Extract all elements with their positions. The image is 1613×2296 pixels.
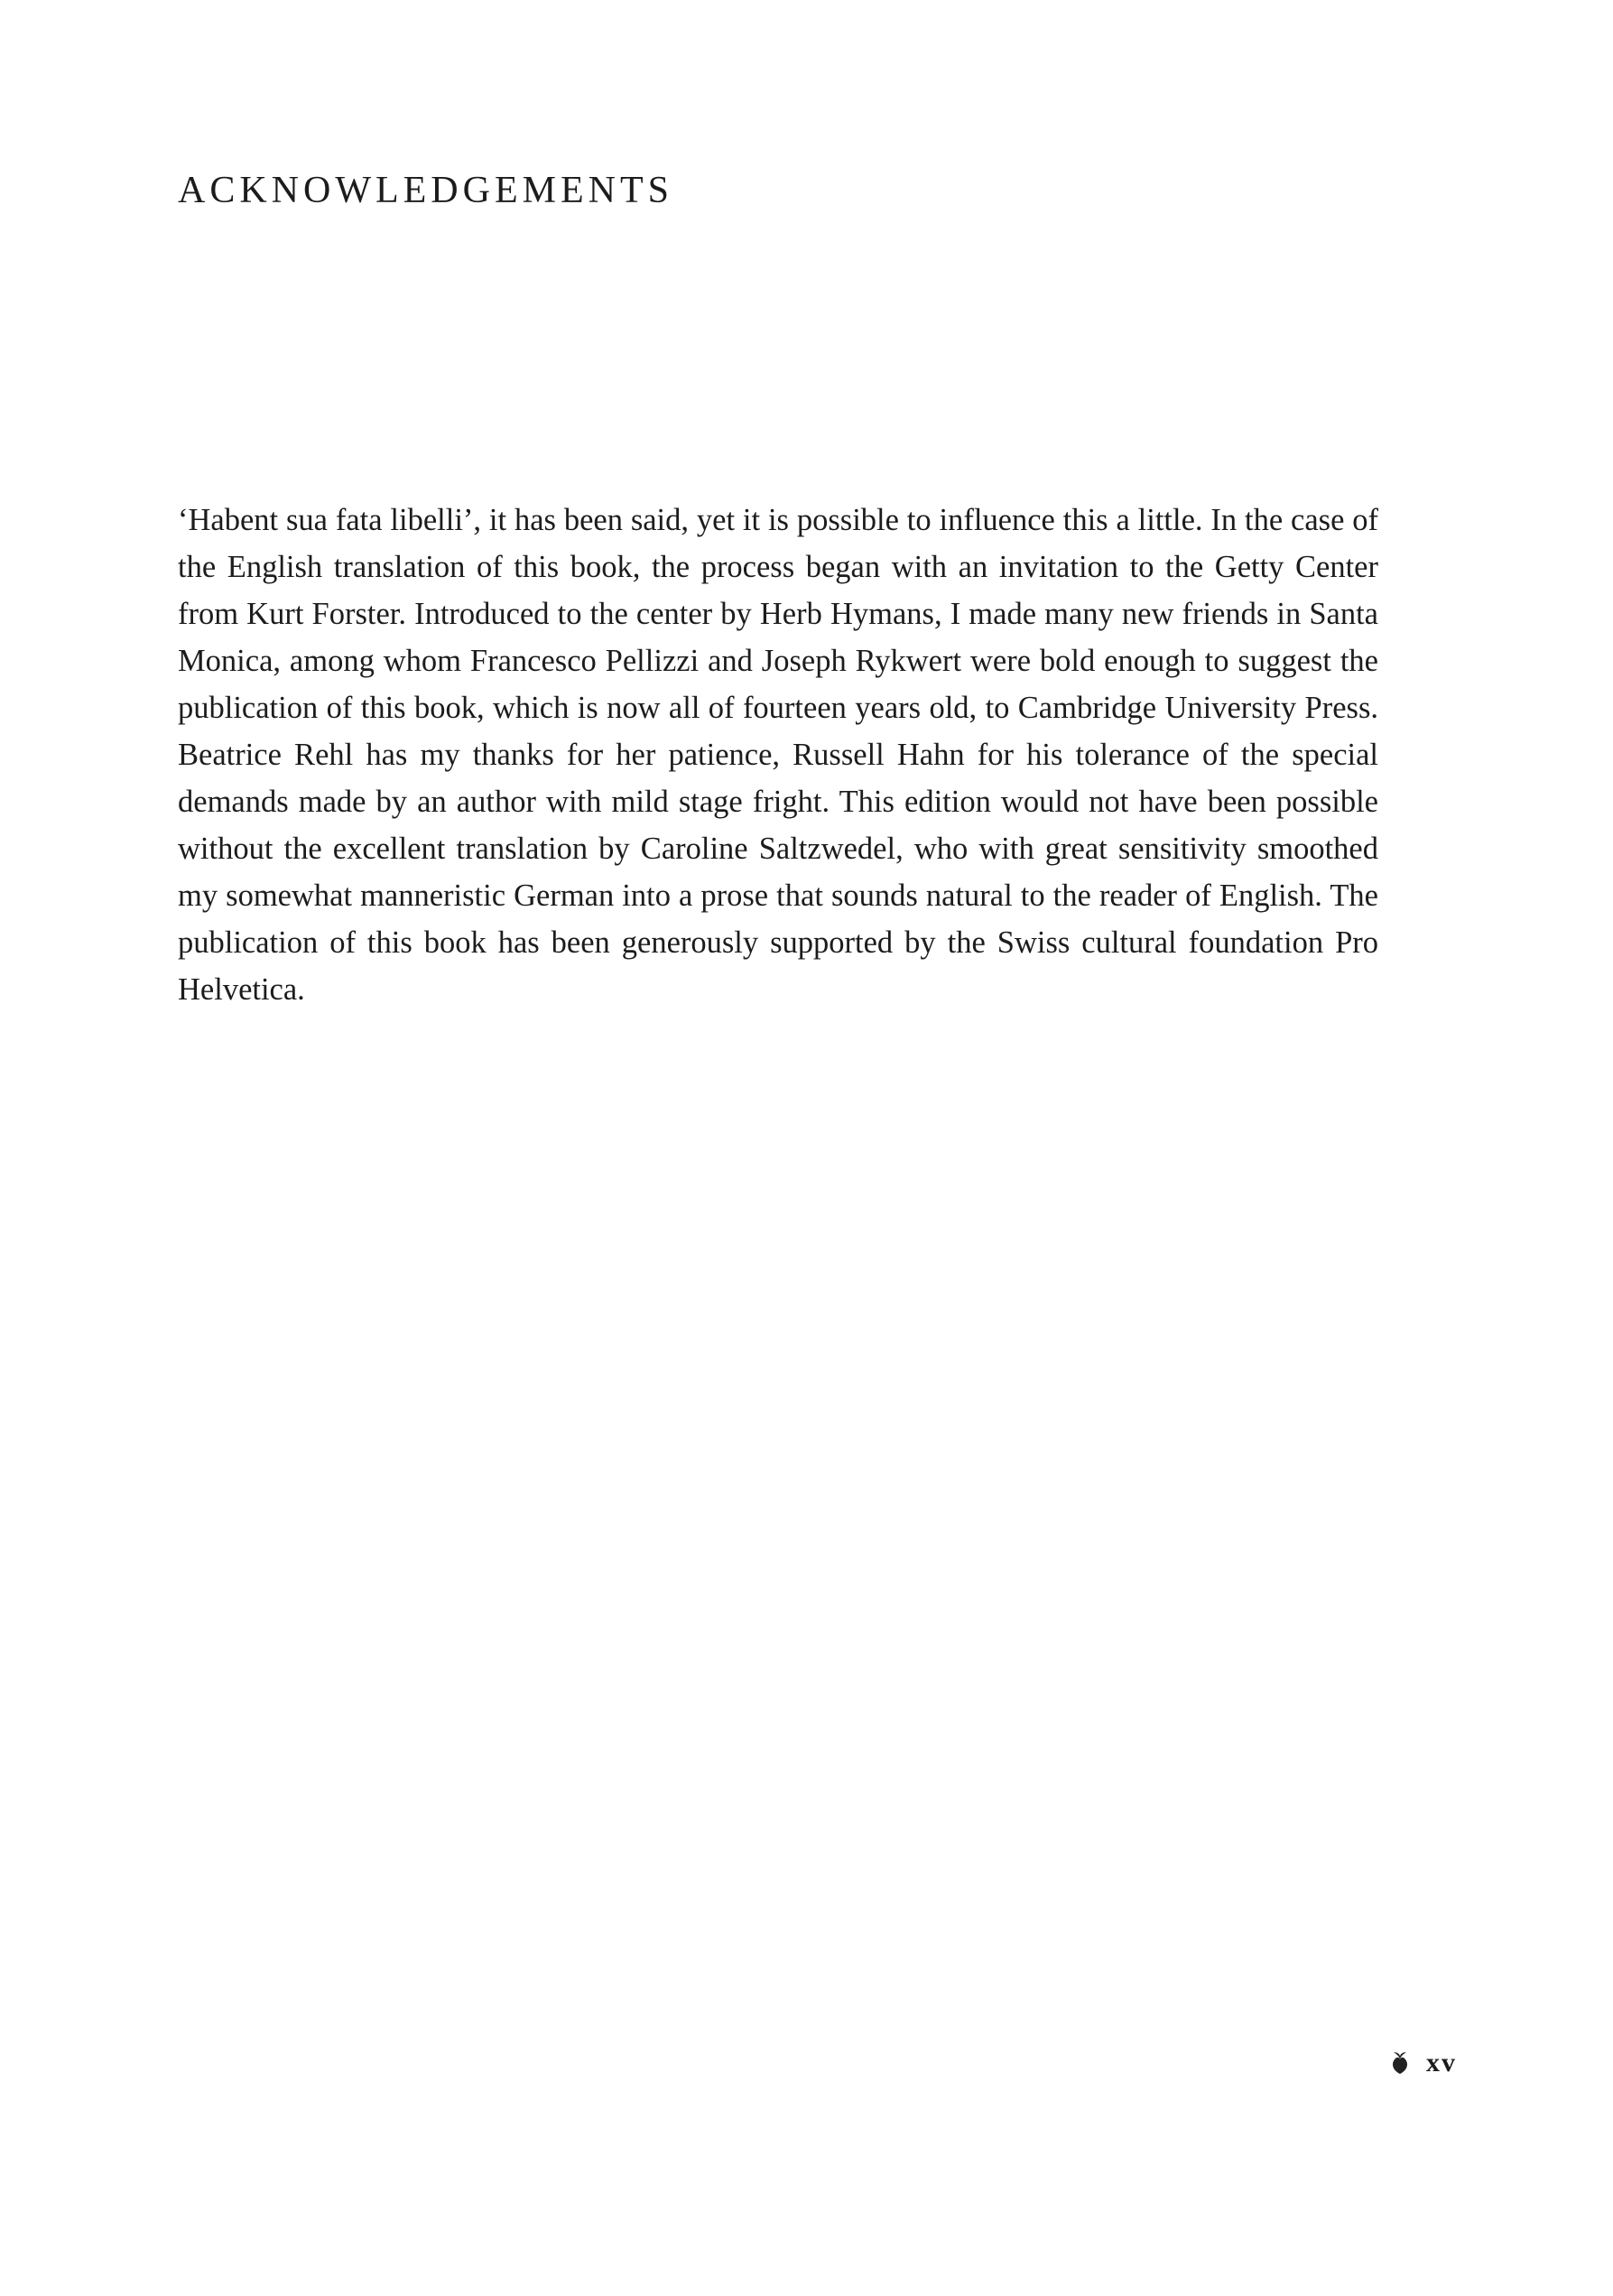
page-folio bbox=[1390, 2045, 1457, 2081]
acknowledgements-paragraph: ‘Habent sua fata libelli’, it has been said, yet it is possible to influence this a little. In the case of the English translation of this book, the process began with an invitation to the Getty Center from Kurt Forster. Introduced to the center by Herb Hymans, I made many new friends in Santa Monica, among whom Francesco Pellizzi and Joseph Rykwert were bold enough to suggest the publication of this book, which is now all of fourteen years old, to Cambridge University Press. Beatrice Rehl has my thanks for her patience, Russell Hahn for his tolerance of the special demands made by an author with mild stage fright. This edition would not have been possible without the excellent translation by Caroline Saltzwedel, who with great sensitivity smoothed my somewhat manneristic German into a prose that sounds natural to the reader of English. The publication of this book has been generously supported by the Swiss cultural foundation Pro Helvetica. bbox=[178, 503, 1378, 1007]
page-number: xv bbox=[1426, 2048, 1457, 2078]
fleuron-icon bbox=[1390, 2051, 1410, 2075]
page-title: ACKNOWLEDGEMENTS bbox=[178, 170, 673, 211]
